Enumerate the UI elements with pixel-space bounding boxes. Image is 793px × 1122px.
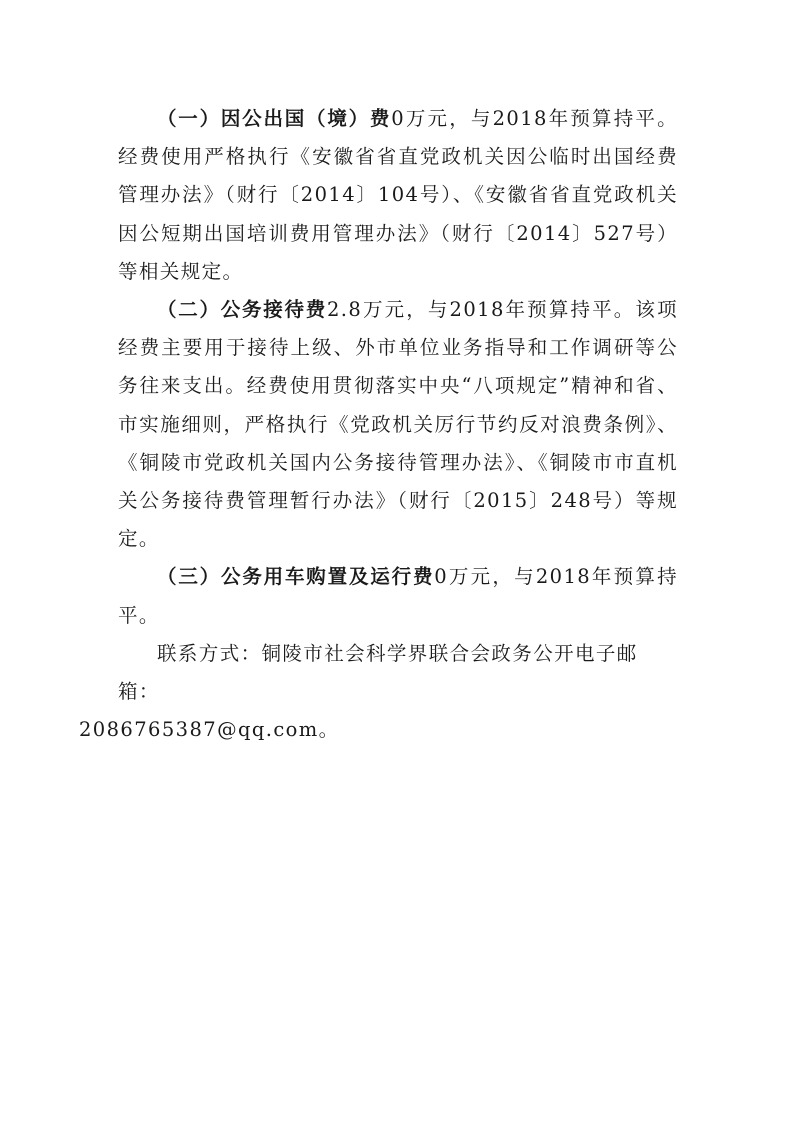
document-page xyxy=(79,100,678,749)
section-heading: （三）公务用车购置及运行费 xyxy=(157,565,435,589)
section-heading: （一）因公出国（境）费 xyxy=(157,107,392,130)
contact-info xyxy=(79,635,678,750)
section-overseas-travel xyxy=(118,100,678,291)
section-body: 0万元，与2018年预算持平。 xyxy=(118,565,678,627)
contact-email: 2086765387@qq.com。 xyxy=(79,718,340,742)
section-heading: （二）公务接待费 xyxy=(157,298,327,322)
section-official-vehicles xyxy=(118,558,678,634)
contact-label: 联系方式：铜陵市社会科学界联合会政务公开电子邮箱： xyxy=(118,641,638,704)
section-official-reception xyxy=(118,291,678,558)
section-body: 0万元，与2018年预算持平。经费使用严格执行《安徽省省直党政机关因公临时出国经费管理办法》（财行〔2014〕104号）、《安徽省省直党政机关因公短期出国培训费用管理办法》（财行〔2014〕527号）等相关规定。 xyxy=(118,107,678,283)
section-body: 2.8万元，与2018年预算持平。该项经费主要用于接待上级、外市单位业务指导和工作调研等公务往来支出。经费使用贯彻落实中央“八项规定”精神和省、市实施细则，严格执行《党政机关厉行节约反对浪费条例》、《铜陵市党政机关国内公务接待管理办法》、《铜陵市市直机关公务接待费管理暂行办法》（财行〔2015〕248号）等规定。 xyxy=(118,298,678,551)
